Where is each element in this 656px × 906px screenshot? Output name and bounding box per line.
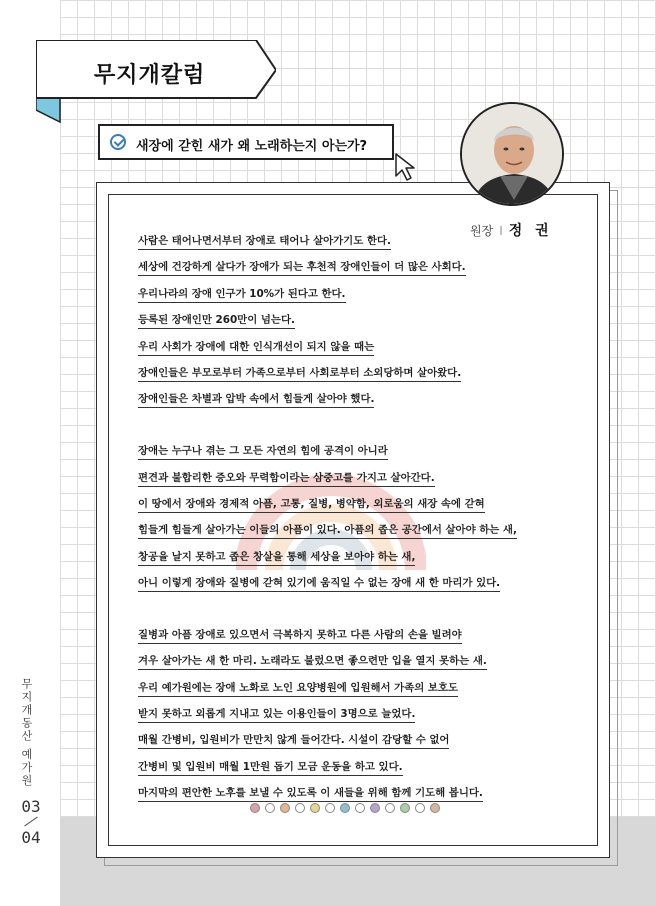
text-line: 우리 예가원에는 장애 노화로 노인 요양병원에 입원해서 가족의 보호도 <box>138 679 578 705</box>
text-line: 장애인들은 부모로부터 가족으로부터 사회로부터 소외당하며 살아왔다. <box>138 364 578 390</box>
text-line: 세상에 건강하게 살다가 장애가 되는 후천적 장애인들이 더 많은 사회다. <box>138 258 578 284</box>
decorative-dot <box>295 803 305 813</box>
text-line: 우리 사회가 장애에 대한 인식개선이 되지 않을 때는 <box>138 338 578 364</box>
article-subtitle: 새장에 갇힌 새가 왜 노래하는지 아는가? <box>136 139 368 154</box>
paragraph-gap <box>138 417 578 442</box>
subtitle-box <box>98 124 394 160</box>
author-photo <box>460 102 564 206</box>
text-line: 매월 간병비, 입원비가 만만치 않게 들어간다. 시설이 감당할 수 없어 <box>138 731 578 757</box>
decorative-dot <box>430 803 440 813</box>
text-line: 우리나라의 장애 인구가 10%가 된다고 한다. <box>138 285 578 311</box>
author-name: 정 권 <box>508 223 553 239</box>
text-line: 받지 못하고 외롭게 지내고 있는 이용인들이 3명으로 늘었다. <box>138 705 578 731</box>
author-separator: I <box>499 224 503 238</box>
column-title: 무지개칼럼 <box>94 63 206 88</box>
text-line: 사람은 태어나면서부터 장애로 태어나 살아가기도 한다. <box>138 232 578 258</box>
decorative-dot <box>400 803 410 813</box>
decorative-dot <box>385 803 395 813</box>
page-number <box>14 797 48 847</box>
text-line: 질병과 아픔 장애로 있으면서 극복하지 못하고 다른 사람의 손을 빌려야 <box>138 626 578 652</box>
text-line: 편견과 불합리한 증오와 무력함이라는 삼중고를 가지고 살아간다. <box>138 469 578 495</box>
decorative-dot <box>340 803 350 813</box>
text-line: 등록된 장애인만 260만이 넘는다. <box>138 311 578 337</box>
mouse-pointer-icon <box>394 152 418 182</box>
title-banner <box>36 40 276 100</box>
side-strip <box>0 0 61 906</box>
text-line: 장애는 누구나 겪는 그 모든 자연의 힘에 공격이 아니라 <box>138 442 578 468</box>
text-line: 아니 이렇게 장애와 질병에 갇혀 있기에 움직일 수 없는 장애 새 한 마리가 있다. <box>138 574 578 600</box>
decorative-dot <box>355 803 365 813</box>
text-line: 힘들게 힘들게 살아가는 이들의 아픔이 있다. 아픔의 좁은 공간에서 살아야 하는 새, <box>138 521 578 547</box>
page-number-left: 03 <box>21 797 41 816</box>
portrait-illustration <box>462 104 564 206</box>
decorative-dot <box>415 803 425 813</box>
decorative-dot <box>250 803 260 813</box>
decorative-dot <box>280 803 290 813</box>
decorative-dots <box>250 803 440 813</box>
text-line: 장애인들은 차별과 압박 속에서 힘들게 살아야 했다. <box>138 390 578 416</box>
decorative-dot <box>265 803 275 813</box>
paragraph-gap <box>138 600 578 625</box>
author-role: 원장 <box>470 224 494 238</box>
text-line: 창공을 날지 못하고 좁은 창살을 통해 세상을 보아야 하는 새, <box>138 548 578 574</box>
text-line: 이 땅에서 장애와 경제적 아픔, 고통, 질병, 병약함, 외로움의 새장 속에 갇혀 <box>138 495 578 521</box>
check-circle-icon <box>110 134 126 150</box>
text-line: 간병비 및 입원비 매월 1만원 돕기 모금 운동을 하고 있다. <box>138 758 578 784</box>
decorative-dot <box>325 803 335 813</box>
page-number-divider <box>14 816 48 828</box>
decorative-dot <box>310 803 320 813</box>
text-line: 겨우 살아가는 새 한 마리. 노래라도 불렀으면 좋으련만 입을 열지 못하는 새. <box>138 652 578 678</box>
text-line: 마지막의 편안한 노후를 보낼 수 있도록 이 새들을 위해 함께 기도해 봅니다. <box>138 784 578 810</box>
side-vertical-title: 무지개동산 예가원 <box>20 678 33 788</box>
page-number-right: 04 <box>21 828 41 847</box>
article-body <box>138 232 578 811</box>
decorative-dot <box>370 803 380 813</box>
